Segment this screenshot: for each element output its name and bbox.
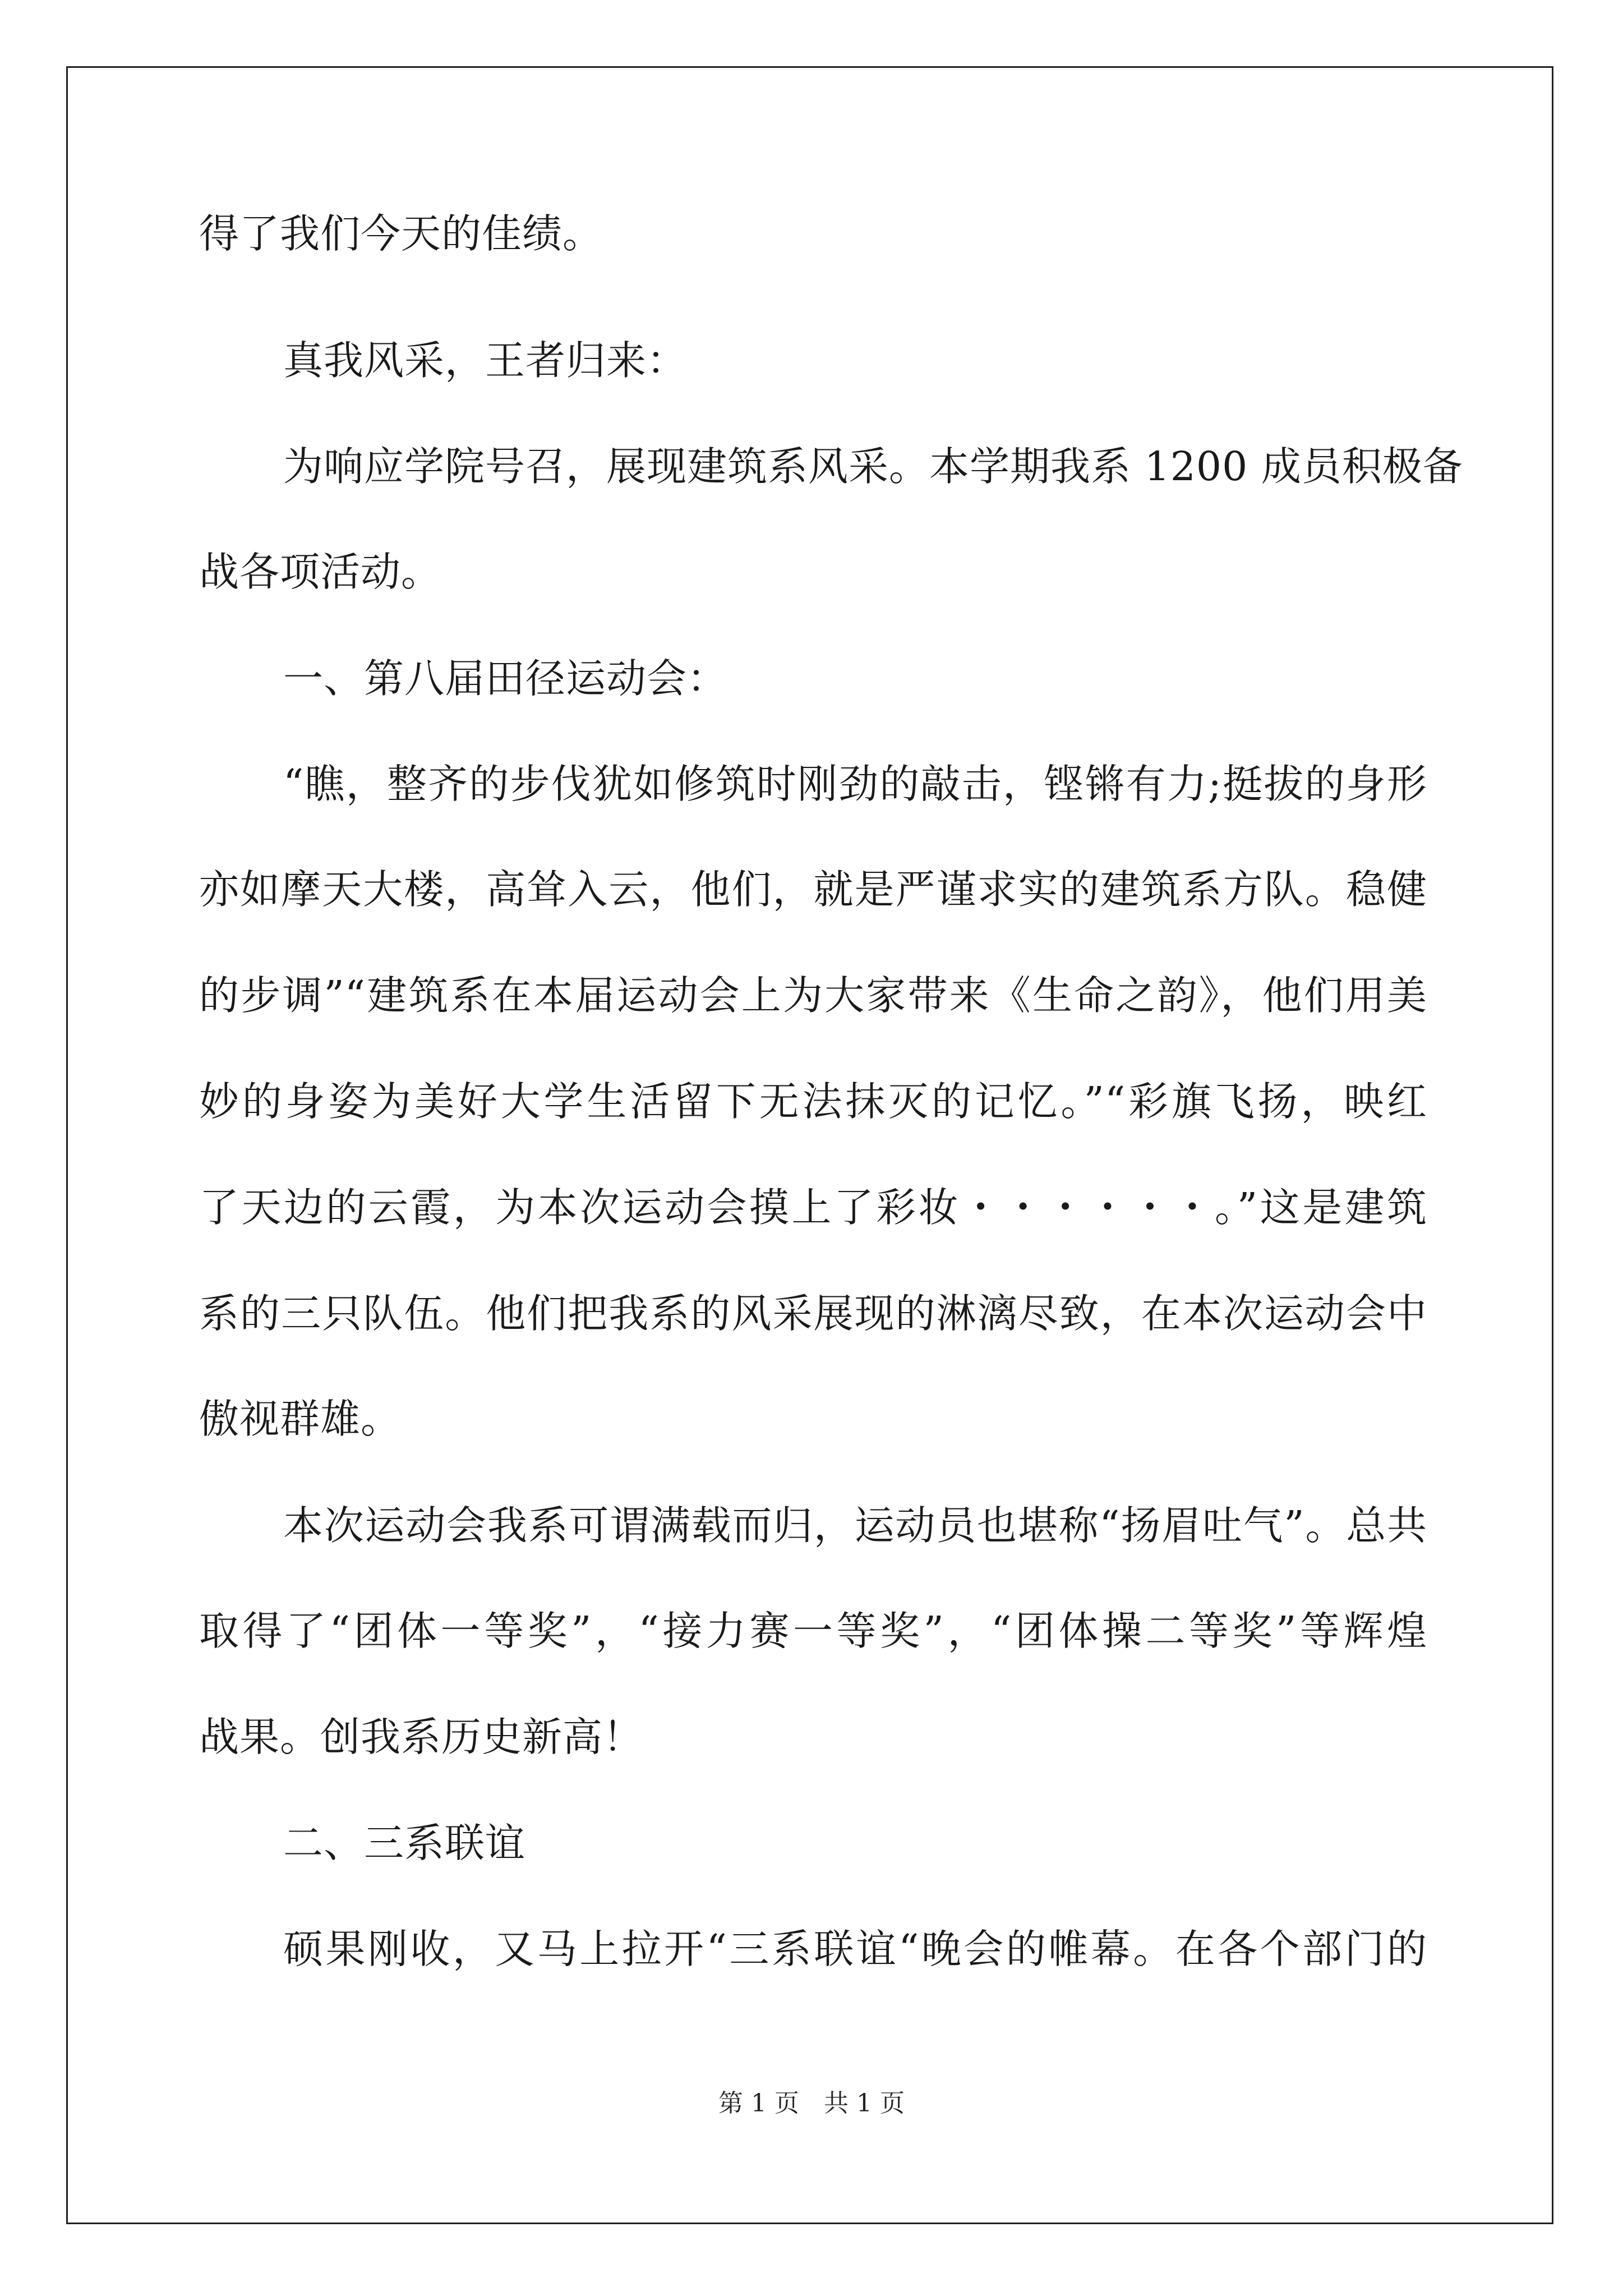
page-number-footer: 第 1 页 共 1 页 [718,2089,905,2118]
page-border [66,66,1553,2224]
text-line: 战各项活动。 [199,549,442,595]
section-heading: 一、第八届田径运动会： [283,655,728,702]
text-line: 系的三只队伍。他们把我系的风采展现的淋漓尽致，在本次运动会中 [199,1290,1427,1337]
text-line: 硕果刚收，又马上拉开“三系联谊“晚会的帷幕。在各个部门的 [283,1926,1427,1972]
text-line: 傲视群雄。 [199,1396,402,1442]
text-line: 亦如摩天大楼，高耸入云，他们，就是严谨求实的建筑系方队。稳健 [199,866,1427,913]
text-line: 取得了“团体一等奖”，“接力赛一等奖”，“团体操二等奖”等辉煌 [199,1608,1427,1654]
text-line: 妙的身姿为美好大学生活留下无法抹灭的记忆。”“彩旗飞扬，映红 [199,1078,1427,1125]
text-line: 战果。创我系历史新高！ [199,1714,644,1760]
text-line: “瞧，整齐的步伐犹如修筑时刚劲的敲击，铿锵有力;挺拔的身形 [283,761,1427,807]
text-line: 本次运动会我系可谓满载而归，运动员也堪称“扬眉吐气”。总共 [283,1502,1427,1549]
section-heading: 二、三系联谊 [283,1820,526,1866]
section-heading: 真我风采，王者归来： [283,337,688,384]
text-line: 为响应学院号召，展现建筑系风采。本学期我系 1200 成员积极备 [283,443,1463,490]
text-line: 了天边的云霞，为本次运动会摸上了彩妆・・・・・・。”这是建筑 [199,1184,1427,1231]
text-line: 得了我们今天的佳绩。 [199,210,603,257]
text-line: 的步调”“建筑系在本届运动会上为大家带来《生命之韵》，他们用美 [199,972,1427,1019]
